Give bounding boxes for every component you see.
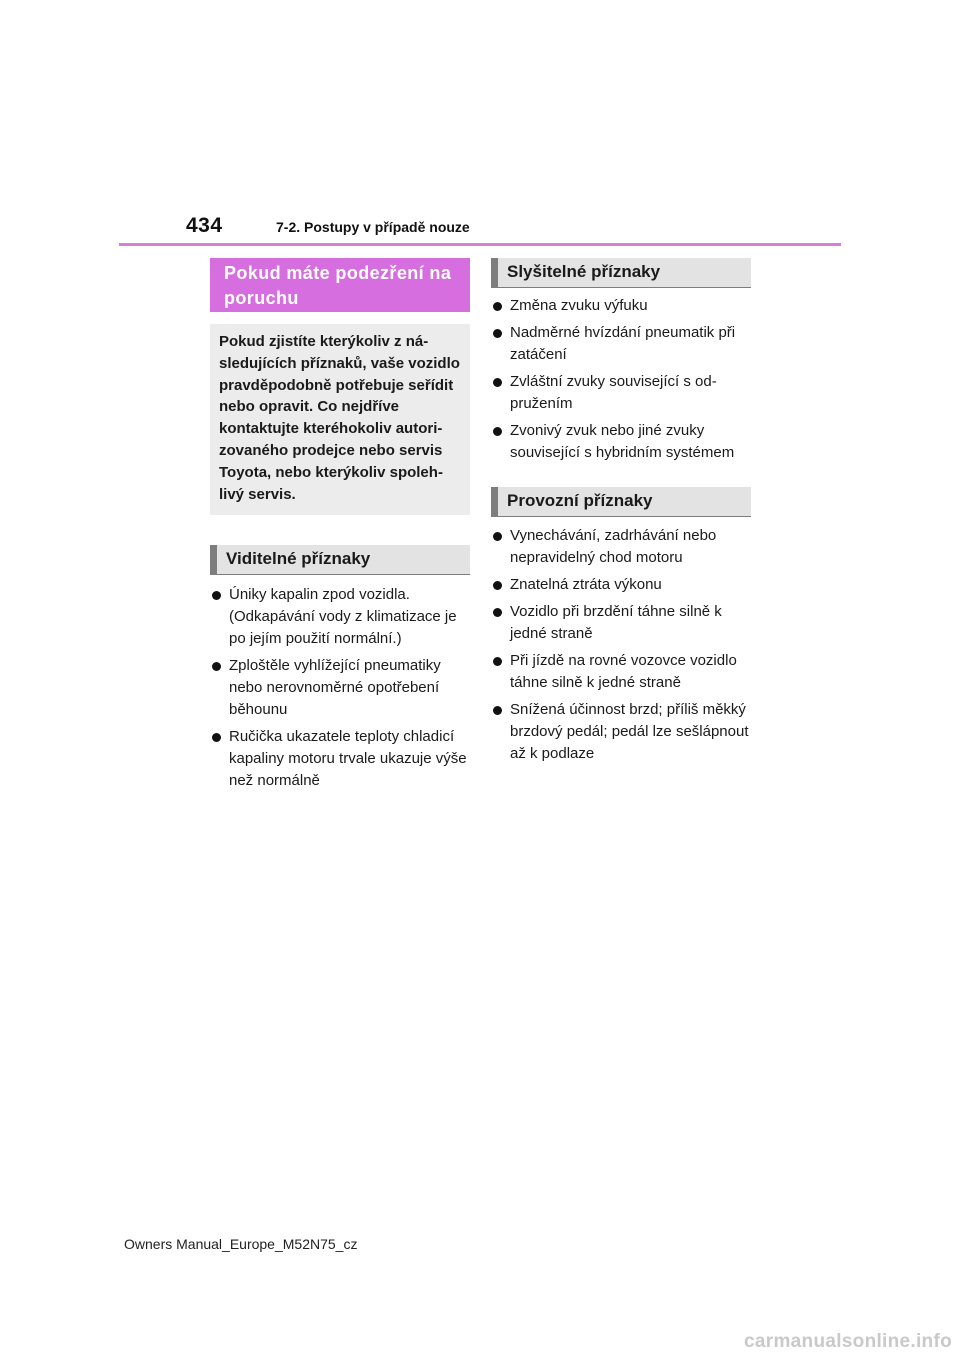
- list-item: [491, 322, 751, 366]
- visible-symptoms-list: [210, 584, 470, 792]
- left-column: [210, 258, 470, 797]
- right-column: [491, 258, 751, 770]
- bullet-icon: [493, 706, 502, 715]
- list-item: [491, 525, 751, 569]
- operational-symptoms-list: [491, 525, 751, 765]
- bullet-icon: [212, 662, 221, 671]
- list-item: [491, 295, 751, 317]
- audible-symptoms-heading: Slyšitelné příznaky: [491, 258, 751, 288]
- header-divider: [119, 243, 841, 246]
- list-item: [491, 371, 751, 415]
- bullet-icon: [493, 378, 502, 387]
- list-item: [491, 601, 751, 645]
- bullet-icon: [493, 302, 502, 311]
- list-item-text: Snížená účinnost brzd; příliš měkký brzdový pedál; pedál lze sešlápnout až k podlaze: [510, 701, 749, 762]
- page-number: 434: [186, 214, 223, 237]
- list-item-text: Znatelná ztráta výkonu: [510, 576, 662, 593]
- list-item-text: Ručička ukazatele teploty chladicí kapaliny motoru trvale ukazuje výše než normálně: [229, 728, 467, 790]
- list-item-text: Vynechávání, zadrhávání nebo nepravidelný chod motoru: [510, 527, 717, 566]
- bullet-icon: [493, 532, 502, 541]
- bullet-icon: [493, 608, 502, 617]
- operational-symptoms-heading: Provozní příznaky: [491, 487, 751, 517]
- bullet-icon: [493, 657, 502, 666]
- list-item-text: Zvláštní zvuky související s odpružením: [510, 373, 717, 412]
- bullet-icon: [493, 427, 502, 436]
- list-item-text: Zvonivý zvuk nebo jiné zvuky související s hybridním systémem: [510, 422, 735, 461]
- list-item-text: Nadměrné hvízdání pneumatik při zatáčení: [510, 324, 736, 363]
- footer-text: Owners Manual_Europe_M52N75_cz: [124, 1236, 358, 1252]
- list-item: [491, 699, 751, 765]
- list-item-text: Vozidlo při brzdění táhne silně k jedné straně: [510, 603, 722, 642]
- bullet-icon: [212, 591, 221, 600]
- list-item: [210, 584, 470, 650]
- list-item-text: Úniky kapalin zpod vozidla. (Odkapávání vody z klimatizace je po jejím použití normální.): [229, 586, 457, 648]
- list-item-text: Zploštěle vyhlížející pneumatiky nebo nerovnoměrné opotřebení běhounu: [229, 657, 441, 719]
- list-item: [491, 574, 751, 596]
- list-item: [491, 650, 751, 694]
- bullet-icon: [493, 581, 502, 590]
- bullet-icon: [493, 329, 502, 338]
- list-item: [210, 726, 470, 792]
- bullet-icon: [212, 733, 221, 742]
- list-item-text: Při jízdě na rovné vozovce vozidlo táhne silně k jedné straně: [510, 652, 737, 691]
- section-title: 7-2. Postupy v případě nouze: [276, 219, 470, 235]
- visible-symptoms-heading: Viditelné příznaky: [210, 545, 470, 575]
- list-item: [491, 420, 751, 464]
- list-item: [210, 655, 470, 721]
- list-item-text: Změna zvuku výfuku: [510, 297, 648, 314]
- audible-symptoms-list: [491, 295, 751, 464]
- main-heading: Pokud máte podezření na poruchu: [210, 258, 470, 312]
- watermark-link[interactable]: carmanualsonline.info: [744, 1331, 952, 1352]
- intro-box: Pokud zjistíte kterýkoliv z následujících příznaků, vaše vozidlo pravděpodobně potřebuje seřídit nebo opravit. Co nejdříve kontaktujte kteréhokoliv autorizovaného prodejce nebo servis Toyota, nebo kterýkoliv spolehlivý servis.: [210, 324, 470, 515]
